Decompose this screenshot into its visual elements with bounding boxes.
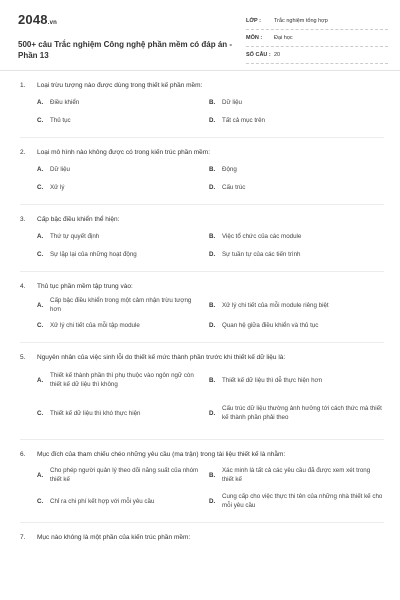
option-letter: D. <box>209 183 216 191</box>
question-number: 3. <box>20 216 26 223</box>
option-letter: D. <box>209 497 216 505</box>
option-letter: D. <box>209 409 216 417</box>
meta-row-subject <box>246 30 388 47</box>
option-text: Sự lặp lại của những hoạt động <box>50 250 137 258</box>
option-text: Xử lý chi tiết của mỗi module riêng biệt <box>222 301 329 309</box>
answer-option[interactable] <box>37 245 209 263</box>
question-number: 7. <box>20 534 26 541</box>
option-letter: A. <box>37 376 44 384</box>
header <box>0 0 400 70</box>
answer-options <box>37 224 384 263</box>
header-left <box>18 10 243 70</box>
question-text <box>20 450 384 459</box>
option-letter: A. <box>37 301 44 309</box>
answer-option[interactable] <box>37 316 209 334</box>
option-text: Thủ tục <box>50 116 71 124</box>
answer-option[interactable] <box>209 111 389 129</box>
option-letter: D. <box>209 321 216 329</box>
option-text: Cấu trúc <box>222 183 246 191</box>
answer-option[interactable] <box>209 178 389 196</box>
answer-options <box>37 291 384 334</box>
option-text: Cấu trúc dữ liệu thường ảnh hưởng tới cách thức mà thiết kế thành phần phải theo <box>222 405 382 421</box>
question-item <box>20 523 384 542</box>
page-title: 500+ câu Trắc nghiệm Công nghệ phần mềm có đáp án - Phần 13 <box>18 40 233 60</box>
answer-options <box>37 90 384 129</box>
answer-option[interactable] <box>37 365 209 395</box>
meta-value[interactable]: Trắc nghiệm tổng hợp <box>274 18 328 24</box>
option-text: Điều khiển <box>50 98 80 106</box>
question-stem: Loại trừu tượng nào được dùng trong thiết kế phần mềm: <box>37 82 203 89</box>
meta-row-class <box>246 13 388 30</box>
meta-key: SỐ CÂU : <box>246 52 271 58</box>
answer-option[interactable] <box>209 294 389 316</box>
option-text: Xác minh là tất cả các yêu cầu đã được xem xét trong thiết kế <box>222 467 371 483</box>
answer-option[interactable] <box>209 227 389 245</box>
answer-option[interactable] <box>37 160 209 178</box>
question-stem: Thủ tục phần mềm tập trung vào: <box>37 283 133 290</box>
option-text: Dữ liệu <box>50 165 70 173</box>
option-letter: A. <box>37 165 44 173</box>
answer-option[interactable] <box>37 111 209 129</box>
question-item <box>20 272 384 343</box>
answer-option[interactable] <box>209 462 389 488</box>
question-number: 2. <box>20 149 26 156</box>
option-letter: C. <box>37 321 44 329</box>
option-letter: C. <box>37 409 44 417</box>
question-text <box>20 81 384 90</box>
option-letter: B. <box>209 471 216 479</box>
question-stem: Loại mô hình nào không được có trong kiến trúc phần mềm: <box>37 149 211 156</box>
answer-option[interactable] <box>37 178 209 196</box>
question-number: 5. <box>20 354 26 361</box>
option-letter: A. <box>37 232 44 240</box>
option-text: Xử lý chi tiết của mỗi tập module <box>50 321 140 329</box>
question-stem: Mục nào không là một phần của kiến trúc phần mềm: <box>37 534 191 541</box>
option-letter: C. <box>37 497 44 505</box>
option-text: Xử lý <box>50 183 65 191</box>
logo-suffix: .vn <box>47 20 58 26</box>
option-letter: D. <box>209 250 216 258</box>
answer-option[interactable] <box>209 160 389 178</box>
meta-row-count <box>246 47 388 64</box>
site-logo[interactable] <box>18 12 243 27</box>
option-text: Chỉ ra chi phí kết hợp với mỗi yêu cầu <box>50 497 155 505</box>
meta-panel <box>246 13 388 70</box>
option-text: Động <box>222 165 237 173</box>
answer-options <box>37 157 384 196</box>
option-letter: C. <box>37 183 44 191</box>
question-item <box>20 440 384 523</box>
meta-key: MÔN : <box>246 35 263 41</box>
option-letter: B. <box>209 165 216 173</box>
question-text <box>20 215 384 224</box>
question-list <box>0 71 400 542</box>
option-text: Việc tổ chức của các module <box>222 232 302 240</box>
logo-text: 2048 <box>18 12 48 27</box>
option-text: Cung cấp cho việc thực thi tên của những nhà thiết kế cho mỗi yêu cầu <box>222 493 383 509</box>
option-letter: C. <box>37 116 44 124</box>
answer-option[interactable] <box>37 227 209 245</box>
answer-option[interactable] <box>209 488 389 514</box>
option-text: Thiết kế dữ liệu thì khó thực hiện <box>50 409 141 417</box>
question-item <box>20 205 384 272</box>
answer-option[interactable] <box>209 395 389 431</box>
option-text: Cấp bậc điều khiển trong một cảm nhận trừu tượng hơn <box>50 297 192 313</box>
question-number: 4. <box>20 283 26 290</box>
answer-option[interactable] <box>37 93 209 111</box>
option-text: Cho phép người quản lý theo dõi năng suất của nhóm thiết kế <box>50 467 199 483</box>
option-text: Quan hệ giữa điều khiển và thủ tục <box>222 321 319 329</box>
answer-option[interactable] <box>37 294 209 316</box>
option-text: Thứ tự quyết định <box>50 232 100 240</box>
option-text: Thiết kế thành phần thì phụ thuộc vào ngôn ngữ còn thiết kế dữ liệu thì không <box>50 372 194 388</box>
option-text: Sự tuần tự của các tiến trình <box>222 250 301 258</box>
answer-option[interactable] <box>209 316 389 334</box>
option-letter: B. <box>209 301 216 309</box>
option-letter: A. <box>37 98 44 106</box>
option-letter: B. <box>209 376 216 384</box>
option-text: Dữ liệu <box>222 98 242 106</box>
answer-options <box>37 362 384 431</box>
question-item <box>20 71 384 138</box>
answer-option[interactable] <box>209 365 389 395</box>
option-letter: D. <box>209 116 216 124</box>
option-letter: C. <box>37 250 44 258</box>
question-text <box>20 148 384 157</box>
option-letter: B. <box>209 98 216 106</box>
option-letter: A. <box>37 471 44 479</box>
option-letter: B. <box>209 232 216 240</box>
answer-option[interactable] <box>37 395 209 431</box>
question-stem: Nguyên nhân của việc sinh lỗi do thiết kế mức thành phần trước khi thiết kế dữ liệu là: <box>37 354 286 361</box>
answer-options <box>37 459 384 514</box>
question-text <box>20 353 384 362</box>
answer-option[interactable] <box>37 488 209 514</box>
question-text <box>20 282 384 291</box>
option-text: Tất cả mục trên <box>222 116 265 124</box>
meta-value[interactable]: Đại học <box>274 35 293 41</box>
answer-option[interactable] <box>209 93 389 111</box>
question-stem: Cấp bậc điều khiển thể hiện: <box>37 216 120 223</box>
meta-value: 20 <box>274 52 281 58</box>
question-number: 1. <box>20 82 26 89</box>
question-item <box>20 343 384 440</box>
meta-key: LỚP : <box>246 18 261 24</box>
option-text: Thiết kế dữ liệu thì dễ thực hiện hơn <box>222 376 323 384</box>
question-number: 6. <box>20 451 26 458</box>
answer-option[interactable] <box>209 245 389 263</box>
question-stem: Mục đích của tham chiếu chéo những yêu cầu (ma trận) trong tài liệu thiết kế là nhằm: <box>37 451 286 458</box>
answer-option[interactable] <box>37 462 209 488</box>
question-item <box>20 138 384 205</box>
question-text <box>20 533 384 542</box>
